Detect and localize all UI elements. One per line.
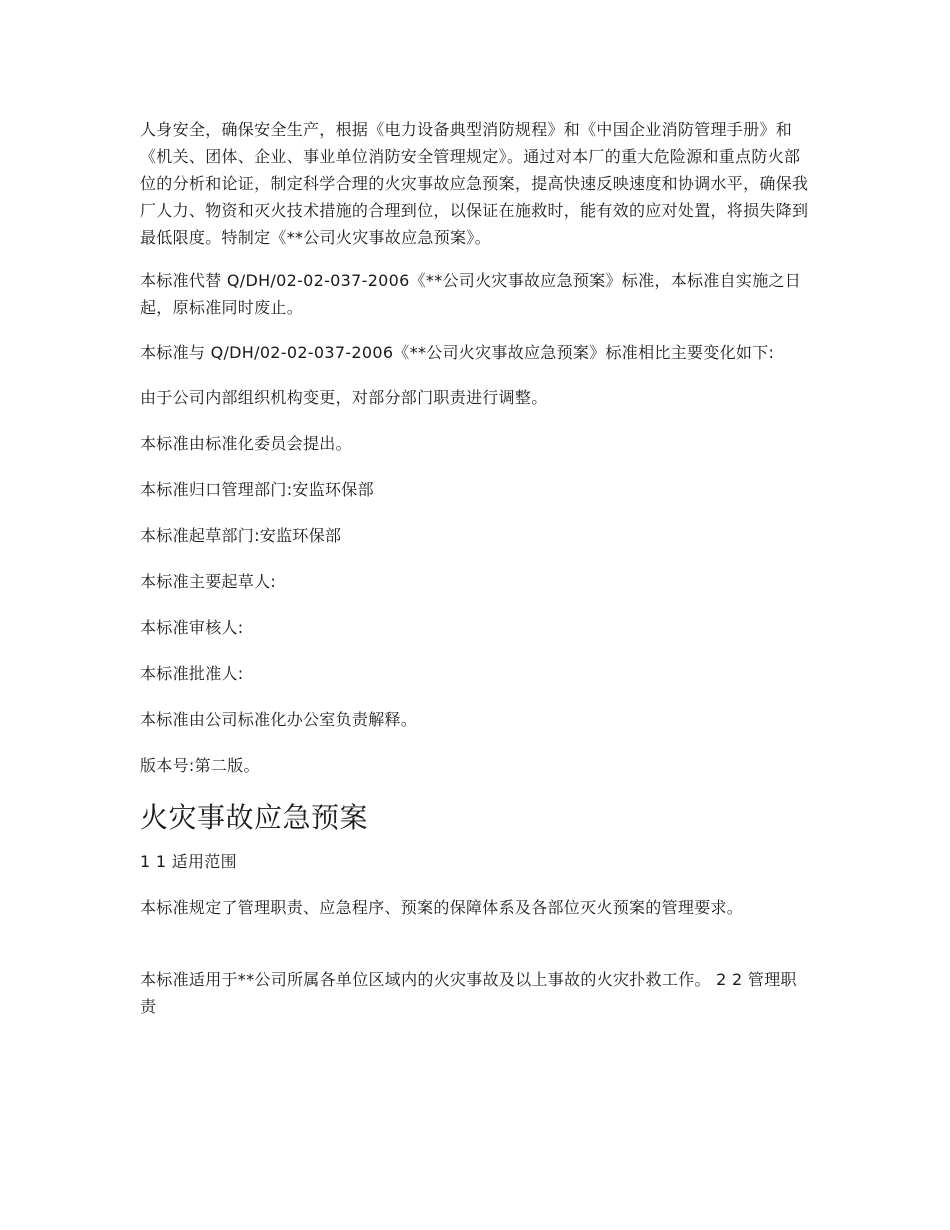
compare-paragraph: 本标准与 Q/DH/02-02-037-2006《**公司火灾事故应急预案》标准相比主要变化如下: xyxy=(140,343,775,362)
change-paragraph: 由于公司内部组织机构变更，对部分部门职责进行调整。 xyxy=(140,388,548,407)
replace-paragraph: 本标准代替 Q/DH/02-02-037-2006《**公司火灾事故应急预案》标准，本标准自实施之日起，原标准同时废止。 xyxy=(140,271,802,317)
intro-paragraph: 人身安全，确保安全生产，根据《电力设备典型消防规程》和《中国企业消防管理手册》和《机关、团体、企业、事业单位消防安全管理规定》。通过对本厂的重大危险源和重点防火部位的分析和论证，制定科学合理的火灾事故应急预案，提高快速反映速度和协调水平，确保我厂人力、物资和灭火技术措施的合理到位，以保证在施救时，能有效的应对处置，将损失降到最低限度。特制定《**公司火灾事故应急预案》。 xyxy=(140,120,809,247)
dept-paragraph: 本标准归口管理部门:安监环保部 xyxy=(140,480,374,499)
interpret-paragraph: 本标准由公司标准化办公室负责解释。 xyxy=(140,710,418,729)
section-1-title: 1 1 适用范围 xyxy=(140,852,237,871)
proposed-paragraph: 本标准由标准化委员会提出。 xyxy=(140,434,352,453)
document-page xyxy=(140,116,812,1020)
version-paragraph: 版本号:第二版。 xyxy=(140,756,260,775)
section-heading: 火灾事故应急预案 xyxy=(140,801,369,834)
reviewer-paragraph: 本标准审核人: xyxy=(140,618,244,637)
section-1-paragraph-2: 本标准适用于**公司所属各单位区域内的火灾事故及以上事故的火灾扑救工作。 2 2 管理职责 xyxy=(140,970,797,1016)
drafter-paragraph: 本标准主要起草人: xyxy=(140,572,277,591)
section-1-paragraph-1: 本标准规定了管理职责、应急程序、预案的保障体系及各部位灭火预案的管理要求。 xyxy=(140,898,744,917)
drafting-dept-paragraph: 本标准起草部门:安监环保部 xyxy=(140,526,342,545)
approver-paragraph: 本标准批准人: xyxy=(140,664,244,683)
